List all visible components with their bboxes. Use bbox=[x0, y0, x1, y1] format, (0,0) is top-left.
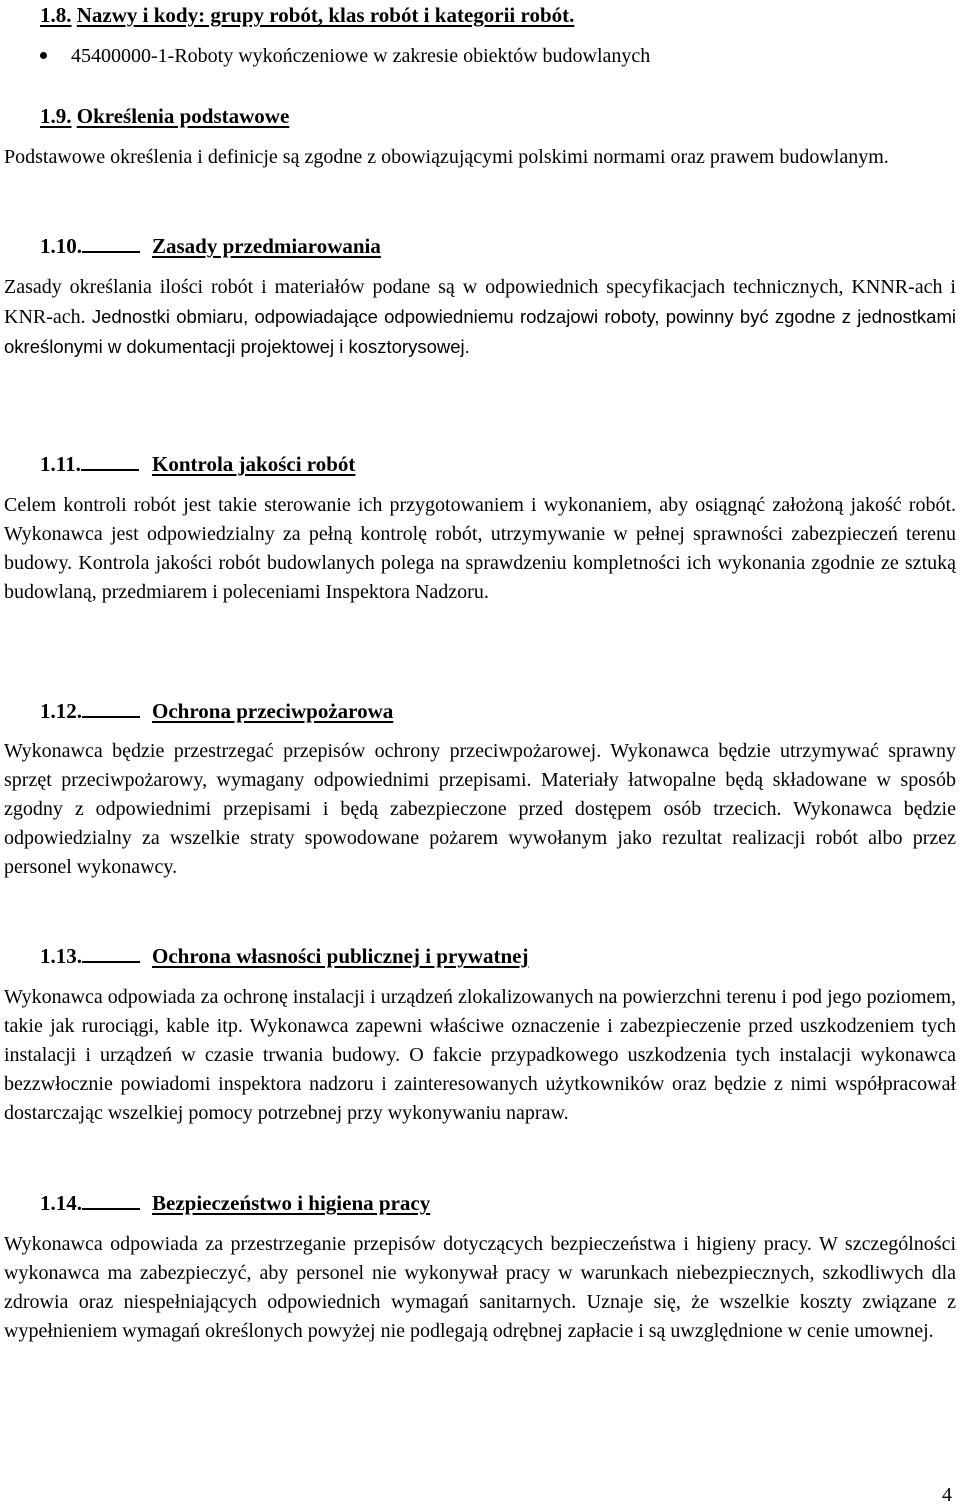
section-body-1-13: Wykonawca odpowiada za ochronę instalacji i urządzeń zlokalizowanych na powierzchni terenu i pod jego poziomem, takie jak rurociągi, kable itp. Wykonawca zapewni właściwe oznaczenie i zabezpieczenie przed uszkodzeniem tych instalacji i urządzeń w czasie trwania budowy. O fakcie przypadkowego uszkodzenia tych instalacji wykonawca bezzwłocznie powiadomi inspektora nadzoru i zainteresowanych użytkowników oraz będzie z nimi współpracował dostarczając wszelkiej pomocy potrzebnej przy wykonywaniu napraw. bbox=[4, 986, 956, 1124]
section-title: Określenia podstawowe bbox=[76, 104, 290, 128]
section-number: 1.8. bbox=[40, 3, 72, 27]
section-body-1-10 bbox=[4, 273, 956, 362]
section-number: 1.14. bbox=[40, 1188, 152, 1216]
section-number: 1.13. bbox=[40, 941, 152, 969]
section-heading-1-12 bbox=[40, 696, 393, 724]
page-number: 4 bbox=[942, 1484, 952, 1506]
section-body-1-11: Celem kontroli robót jest takie sterowanie ich przygotowaniem i wykonaniem, aby osiągnąć założoną jakość robót. Wykonawca jest odpowiedzialny za pełną kontrolę robót, utrzymywanie w pełnej sprawności zabezpieczeń terenu budowy. Kontrola jakości robót budowlanych polega na sprawdzeniu kompletności ich wykonania zgodnie ze sztuką budowlaną, przedmiarem i poleceniami Inspektora Nadzoru. bbox=[4, 494, 956, 603]
section-title: Kontrola jakości robót bbox=[152, 452, 356, 476]
bullet-text: 45400000-1-Roboty wykończeniowe w zakresie obiektów budowlanych bbox=[71, 45, 651, 67]
section-heading-1-8 bbox=[40, 2, 574, 28]
section-body-1-9: Podstawowe określenia i definicje są zgodne z obowiązującymi polskimi normami oraz prawem budowlanym. bbox=[4, 146, 889, 168]
section-title: Ochrona własności publicznej i prywatnej bbox=[152, 944, 529, 968]
section-body-1-14: Wykonawca odpowiada za przestrzeganie przepisów dotyczących bezpieczeństwa i higieny pracy. W szczególności wykonawca ma zabezpieczyć, aby personel nie wykonywał pracy w warunkach niebezpiecznych, szkodliwych dla zdrowia oraz niespełniających odpowiednich wymagań sanitarnych. Uznaje się, że wszelkie koszty związane z wypełnieniem wymagań określonych powyżej nie podlegają odrębnej zapłacie i są uwzględnione w cenie umownej. bbox=[4, 1233, 956, 1342]
section-title: Ochrona przeciwpożarowa bbox=[152, 699, 394, 723]
section-body-1-12: Wykonawca będzie przestrzegać przepisów ochrony przeciwpożarowej. Wykonawca będzie utrzymywać sprawny sprzęt przeciwpożarowy, wymagany odpowiednimi przepisami. Materiały łatwopalne będą składowane w sposób zgodny z odpowiednimi przepisami i będą zabezpieczone przed dostępem osób trzecich. Wykonawca będzie odpowiedzialny za wszelkie straty spowodowane pożarem wywołanym jako rezultat realizacji robót albo przez personel wykonawcy. bbox=[4, 740, 956, 878]
bullet-item-cpv bbox=[40, 43, 650, 69]
section-title: Bezpieczeństwo i higiena pracy bbox=[152, 1191, 431, 1215]
section-number: 1.10. bbox=[40, 231, 152, 259]
section-number: 1.9. bbox=[40, 104, 72, 128]
section-title: Nazwy i kody: grupy robót, klas robót i kategorii robót. bbox=[76, 3, 575, 27]
body-part-a: Zasady określania ilości robót i materiałów podane są w odpowiednich specyfikacjach technicznych, KNNR-ach i KNR-ach. bbox=[4, 276, 956, 328]
section-title: Zasady przedmiarowania bbox=[152, 234, 381, 258]
section-heading-1-13 bbox=[40, 941, 528, 969]
bullet-icon bbox=[40, 52, 47, 59]
body-part-b: Jednostki obmiaru, odpowiadające odpowiedniemu rodzajowi roboty, powinny być zgodne z jednostkami określonymi w dokumentacji projektowej i kosztorysowej. bbox=[4, 306, 956, 357]
section-number: 1.11. bbox=[40, 449, 152, 477]
section-heading-1-10 bbox=[40, 231, 381, 259]
section-heading-1-14 bbox=[40, 1188, 430, 1216]
section-number: 1.12. bbox=[40, 696, 152, 724]
section-heading-1-11 bbox=[40, 449, 355, 477]
section-heading-1-9 bbox=[40, 103, 289, 129]
